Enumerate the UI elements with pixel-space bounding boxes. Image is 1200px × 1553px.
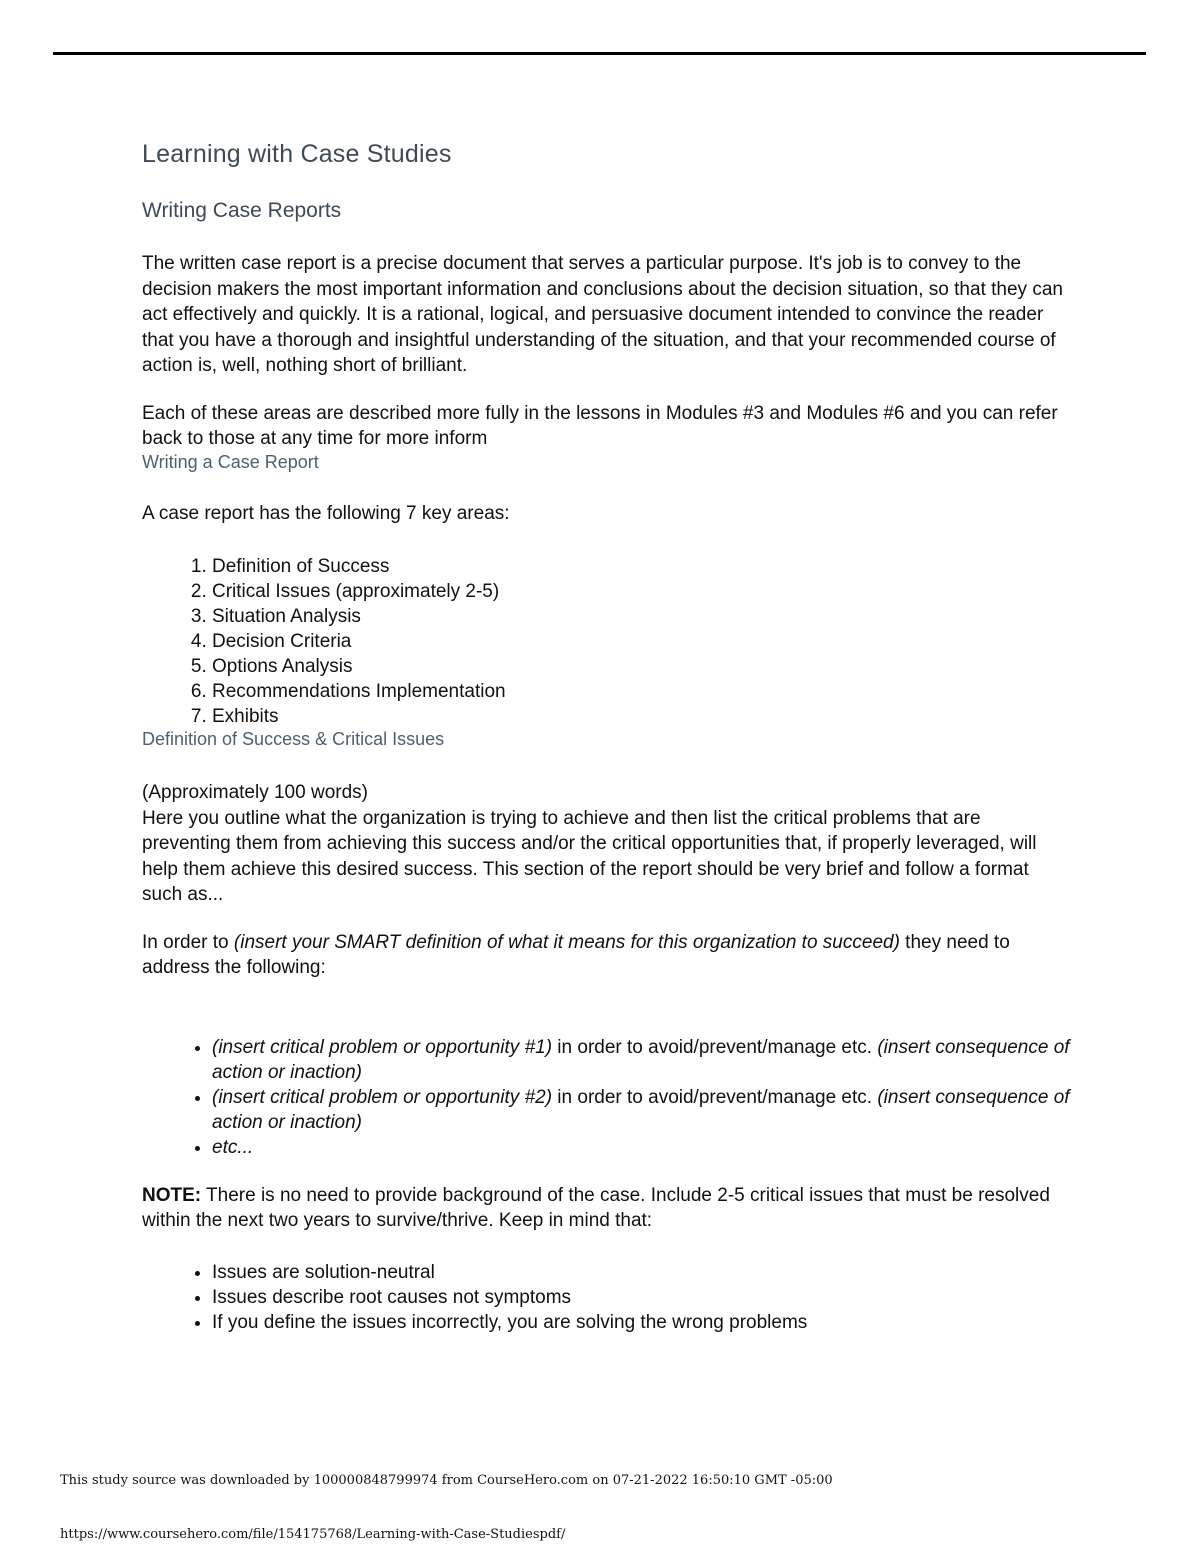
definition-body: Here you outline what the organization is trying to achieve and then list the critical problems that are preventing them from achieving this success and/or the critical opportunities that, if properly leveraged, will help them achieve this desired success. This section of the report should be very brief and follow a format such as... xyxy=(142,807,1037,905)
list-item: 2. Critical Issues (approximately 2-5) xyxy=(212,579,1072,604)
list-item: 5. Options Analysis xyxy=(212,654,1072,679)
download-notice: This study source was downloaded by 100000848799974 from CourseHero.com on 07-21-2022 16:50:10 GMT -05:00 xyxy=(60,1473,833,1488)
list-item: 7. Exhibits xyxy=(212,704,1072,729)
list-item: 3. Situation Analysis xyxy=(212,604,1072,629)
list-item: • Issues are solution-neutral xyxy=(212,1260,1072,1285)
list-item: • Issues describe root causes not symptoms xyxy=(212,1285,1072,1310)
list-item: • If you define the issues incorrectly, you are solving the wrong problems xyxy=(212,1310,1072,1335)
issue-placeholder: (insert critical problem or opportunity #1) xyxy=(212,1036,553,1058)
list-item xyxy=(212,1035,1072,1085)
issue-middle: in order to avoid/prevent/manage etc. xyxy=(552,1086,878,1108)
modules-paragraph: Each of these areas are described more fully in the lessons in Modules #3 and Modules #6 and you can refer back to those at any time for more inform xyxy=(142,402,1058,449)
in-order-prefix: In order to xyxy=(142,931,234,953)
section-heading-writing: Writing a Case Report xyxy=(142,451,319,472)
issue-consequence: (insert consequence of action or inaction) xyxy=(212,1086,1070,1133)
in-order-paragraph xyxy=(142,930,1072,981)
issue-etc: etc... xyxy=(212,1136,254,1158)
page-title: Learning with Case Studies xyxy=(142,140,452,168)
notes-list xyxy=(142,1260,1072,1335)
source-url[interactable]: https://www.coursehero.com/file/154175768/Learning-with-Case-Studiespdf/ xyxy=(60,1527,566,1542)
list-item: 4. Decision Criteria xyxy=(212,629,1072,654)
intro-paragraph: The written case report is a precise document that serves a particular purpose. It's job is to convey to the decision makers the most important information and conclusions about the decision situation, so that they can act effectively and quickly. It is a rational, logical, and persuasive document intended to convince the reader that you have a thorough and insightful understanding of the situation, and that your recommended course of action is, well, nothing short of brilliant. xyxy=(142,253,1063,376)
issue-placeholder: (insert critical problem or opportunity #2) xyxy=(212,1086,553,1108)
in-order-suffix: they need to address the following: xyxy=(142,931,1010,978)
note-label: NOTE: xyxy=(142,1184,202,1206)
section-heading-definition: Definition of Success & Critical Issues xyxy=(142,729,445,749)
key-areas-lead: A case report has the following 7 key areas: xyxy=(142,502,510,524)
document-body xyxy=(142,140,1072,1335)
list-item xyxy=(212,1085,1072,1135)
note-paragraph xyxy=(142,1183,1072,1234)
page-subtitle: Writing Case Reports xyxy=(142,199,342,222)
list-item: 1. Definition of Success xyxy=(212,554,1072,579)
issue-middle: in order to avoid/prevent/manage etc. xyxy=(552,1036,878,1058)
note-text: There is no need to provide background of the case. Include 2-5 critical issues that must be resolved within the next two years to survive/thrive. Keep in mind that: xyxy=(142,1184,1050,1231)
list-item xyxy=(212,1135,1072,1160)
top-rule xyxy=(53,52,1146,55)
issue-consequence: (insert consequence of action or inaction) xyxy=(212,1036,1070,1083)
issues-list xyxy=(142,1035,1072,1160)
in-order-italic: (insert your SMART definition of what it means for this organization to succeed) xyxy=(233,931,900,953)
word-count-note: (Approximately 100 words) xyxy=(142,782,368,803)
list-item: 6. Recommendations Implementation xyxy=(212,679,1072,704)
key-areas-list xyxy=(142,554,1072,729)
